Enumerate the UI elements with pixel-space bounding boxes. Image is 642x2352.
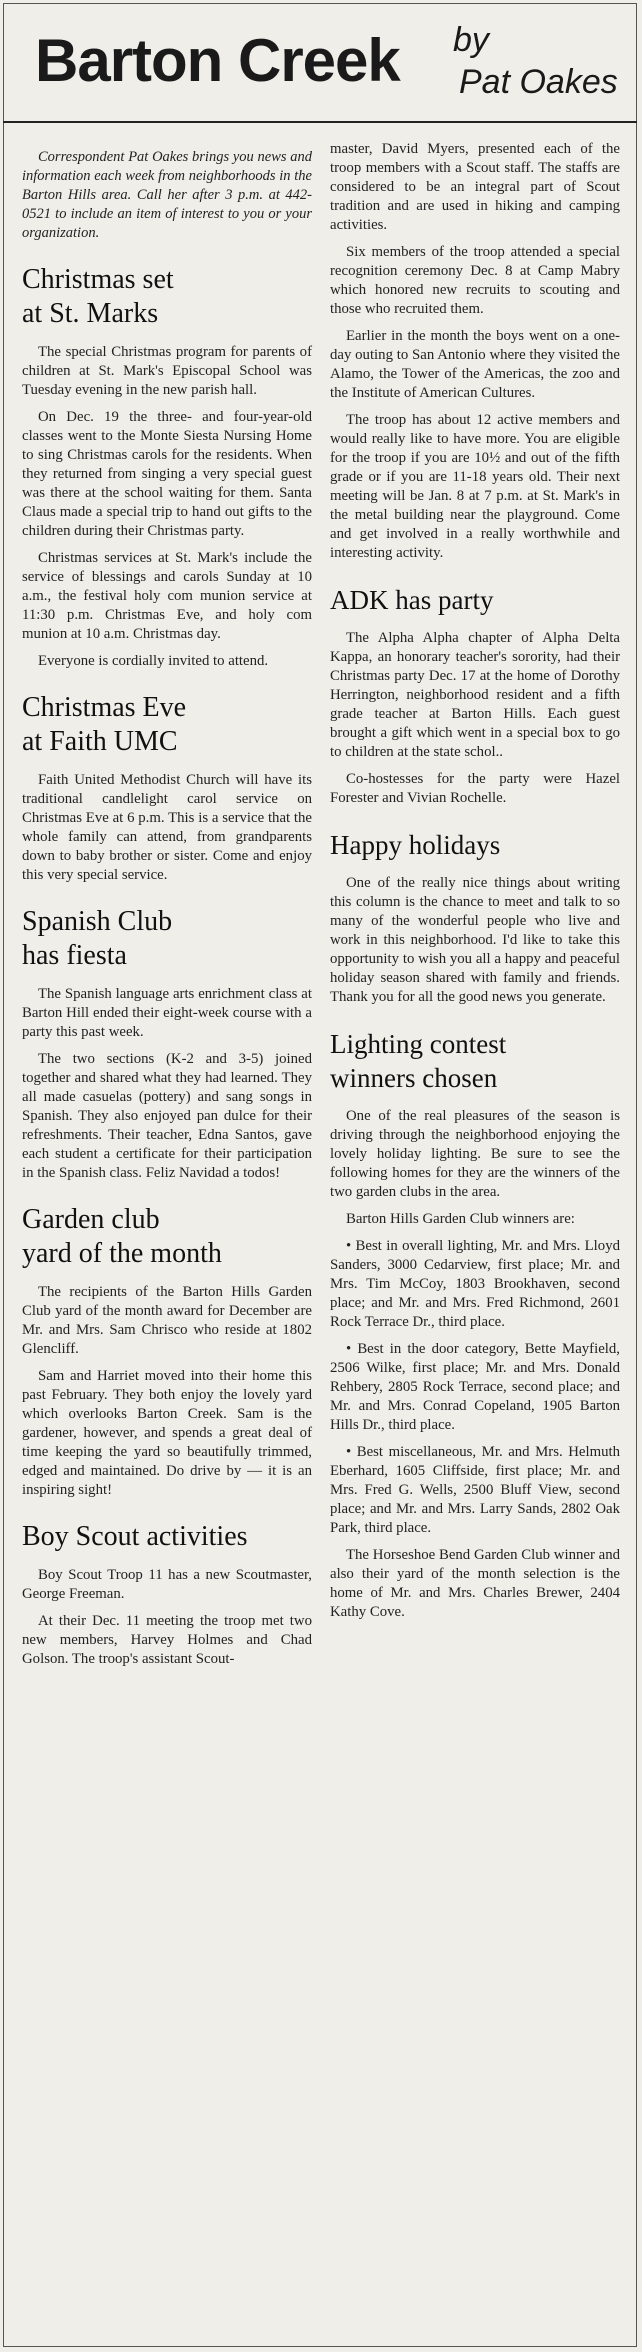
right-column [330, 140, 620, 1630]
paragraph: On Dec. 19 the three- and four-year-old classes went to the Monte Siesta Nursing Home to sing Christmas carols for the residents. When they returned from singing a very special guest was there at the school waiting for them. Santa Claus made a special trip to hand out gifts to the children during their Christmas party. [22, 409, 312, 539]
byline-author: Pat Oakes [459, 63, 618, 101]
headline-line: Christmas Eve [22, 692, 187, 723]
masthead [3, 3, 637, 123]
paragraph: Everyone is cordially invited to attend. [38, 653, 269, 669]
headline-line: winners chosen [330, 1063, 498, 1093]
byline-by: by [453, 21, 489, 59]
paragraph: Boy Scout Troop 11 has a new Scoutmaster, George Freeman. [22, 1567, 312, 1602]
paragraph: Barton Hills Garden Club winners are: [346, 1211, 575, 1227]
paragraph: At their Dec. 11 meeting the troop met two new members, Harvey Holmes and Chad Golson. The troop's assistant Scout- [22, 1613, 312, 1667]
paragraph: master, David Myers, presented each of the troop members with a Scout staff. The staffs are considered to be an integral part of Scout tradition and are used in hiking and camping activities. [330, 141, 620, 233]
intro-text: Correspondent Pat Oakes brings you news and information each week from neighborhoods in the Barton Hills area. Call her after 3 p.m. at 442-0521 to include an item of interest to you or your organization. [22, 149, 312, 241]
paragraph: The Alpha Alpha chapter of Alpha Delta Kappa, an honorary teacher's sorority, had their Christmas party Dec. 17 at the home of Dorothy Herrington, neighborhood resident and a fifth grade teacher at Barton Hills. Each guest brought a gift which went in a special box to go to children at the state schol.. [330, 630, 620, 760]
headline-line: yard of the month [22, 1238, 222, 1269]
headline-lighting-contest [330, 1027, 620, 1095]
intro-box [22, 148, 312, 243]
headline-line: Garden club [22, 1204, 160, 1235]
headline-line: Spanish Club [22, 906, 173, 937]
headline-line: Christmas set [22, 264, 174, 295]
headline-line: Lighting contest [330, 1029, 507, 1059]
left-column [22, 148, 312, 1677]
paragraph: Earlier in the month the boys went on a one-day outing to San Antonio where they visited the Alamo, the Tower of the Americas, the zoo and the Institute of American Cultures. [330, 328, 620, 401]
bullet-item: • Best miscellaneous, Mr. and Mrs. Helmuth Eberhard, 1605 Cliffside, first place; Mr. and Mrs. Fred G. Wells, 2500 Bluff View, second place; and Mr. and Mrs. Larry Sands, 2802 Oak Park, third place. [330, 1444, 620, 1536]
headline-happy-holidays: Happy holidays [330, 830, 501, 860]
headline-line: at Faith UMC [22, 726, 178, 757]
paragraph: The Horseshoe Bend Garden Club winner and also their yard of the month selection is the home of Mr. and Mrs. Charles Brewer, 2404 Kathy Cove. [330, 1547, 620, 1620]
headline-adk-party: ADK has party [330, 585, 494, 615]
paragraph: The recipients of the Barton Hills Garden Club yard of the month award for December are Mr. and Mrs. Sam Chrisco who reside at 1802 Glencliff. [22, 1284, 312, 1357]
bullet-item: • Best in overall lighting, Mr. and Mrs. Lloyd Sanders, 3000 Cedarview, first place; Mr. and Mrs. Tim McCoy, 1803 Brookhaven, second place; and Mr. and Mrs. Fred Richmond, 2601 Rock Terrace Dr., third place. [330, 1238, 620, 1330]
headline-line: has fiesta [22, 940, 127, 971]
paragraph: Co-hostesses for the party were Hazel Forester and Vivian Rochelle. [330, 771, 620, 806]
paragraph: The two sections (K-2 and 3-5) joined together and shared what they had learned. They all made casuelas (pottery) and sang songs in Spanish. They also enjoyed pan dulce for their refreshments. Their teacher, Edna Santos, gave each student a certificate for their participation in the Spanish class. Feliz Navidad a todos! [22, 1051, 312, 1181]
paragraph: One of the real pleasures of the season is driving through the neighborhood enjoying the lovely holiday lighting. Be sure to see the following homes for they are the winners of the two garden clubs in the area. [330, 1108, 620, 1200]
bullet-item: • Best in the door category, Bette Mayfield, 2506 Wilke, first place; Mr. and Mrs. Donald Rehbery, 2805 Rock Terrace, second place; and Mr. and Mrs. Conrad Copeland, 1905 Barton Hills Dr., third place. [330, 1341, 620, 1433]
headline-christmas-eve [22, 691, 312, 759]
paragraph: The Spanish language arts enrichment class at Barton Hill ended their eight-week course with a party this past week. [22, 986, 312, 1040]
paragraph: Sam and Harriet moved into their home this past February. They both enjoy the lovely yard which overlooks Barton Creek. Sam is the gardener, however, and spends a great deal of time keeping the yard so beautifully trimmed, edged and maintained. Do drive by — it is an inspiring sight! [22, 1368, 312, 1498]
headline-line: at St. Marks [22, 298, 159, 329]
paragraph: Faith United Methodist Church will have its traditional candlelight carol service on Christmas Eve at 6 p.m. This is a service that the whole family can attend, from grandparents down to baby brother or sister. Come and enjoy this very special service. [22, 772, 312, 883]
headline-christmas-st-marks [22, 263, 312, 331]
paragraph: The troop has about 12 active members and would really like to have more. You are eligible for the troop if you are 10½ and out of the fifth grade or if you are 11-18 years old. Their next meeting will be Jan. 8 at 7 p.m. at St. Mark's in the metal building near the playground. Come and get involved in a really worthwhile and interesting activity. [330, 412, 620, 561]
paragraph: Christmas services at St. Mark's include the service of blessings and carols Sunday at 10 a.m., the festival holy com munion service at 11:30 p.m. Christmas Eve, and holy com munion at 10 a.m. Christmas day. [22, 550, 312, 642]
headline-garden-club [22, 1203, 312, 1271]
paragraph: Six members of the troop attended a special recognition ceremony Dec. 8 at Camp Mabry which honored new recruits to scouting and those who recruited them. [330, 244, 620, 317]
headline-spanish-club [22, 905, 312, 973]
paragraph: One of the really nice things about writing this column is the chance to meet and talk to so many of the wonderful people who live and work in this neighborhood. I'd like to take this opportunity to wish you all a happy and peaceful holiday season shared with family and friends. Thank you for all the good news you generate. [330, 875, 620, 1005]
headline-boy-scout: Boy Scout activities [22, 1521, 248, 1552]
column-title: Barton Creek [35, 27, 400, 94]
paragraph: The special Christmas program for parents of children at St. Mark's Episcopal School was Tuesday evening in the new parish hall. [22, 344, 312, 398]
